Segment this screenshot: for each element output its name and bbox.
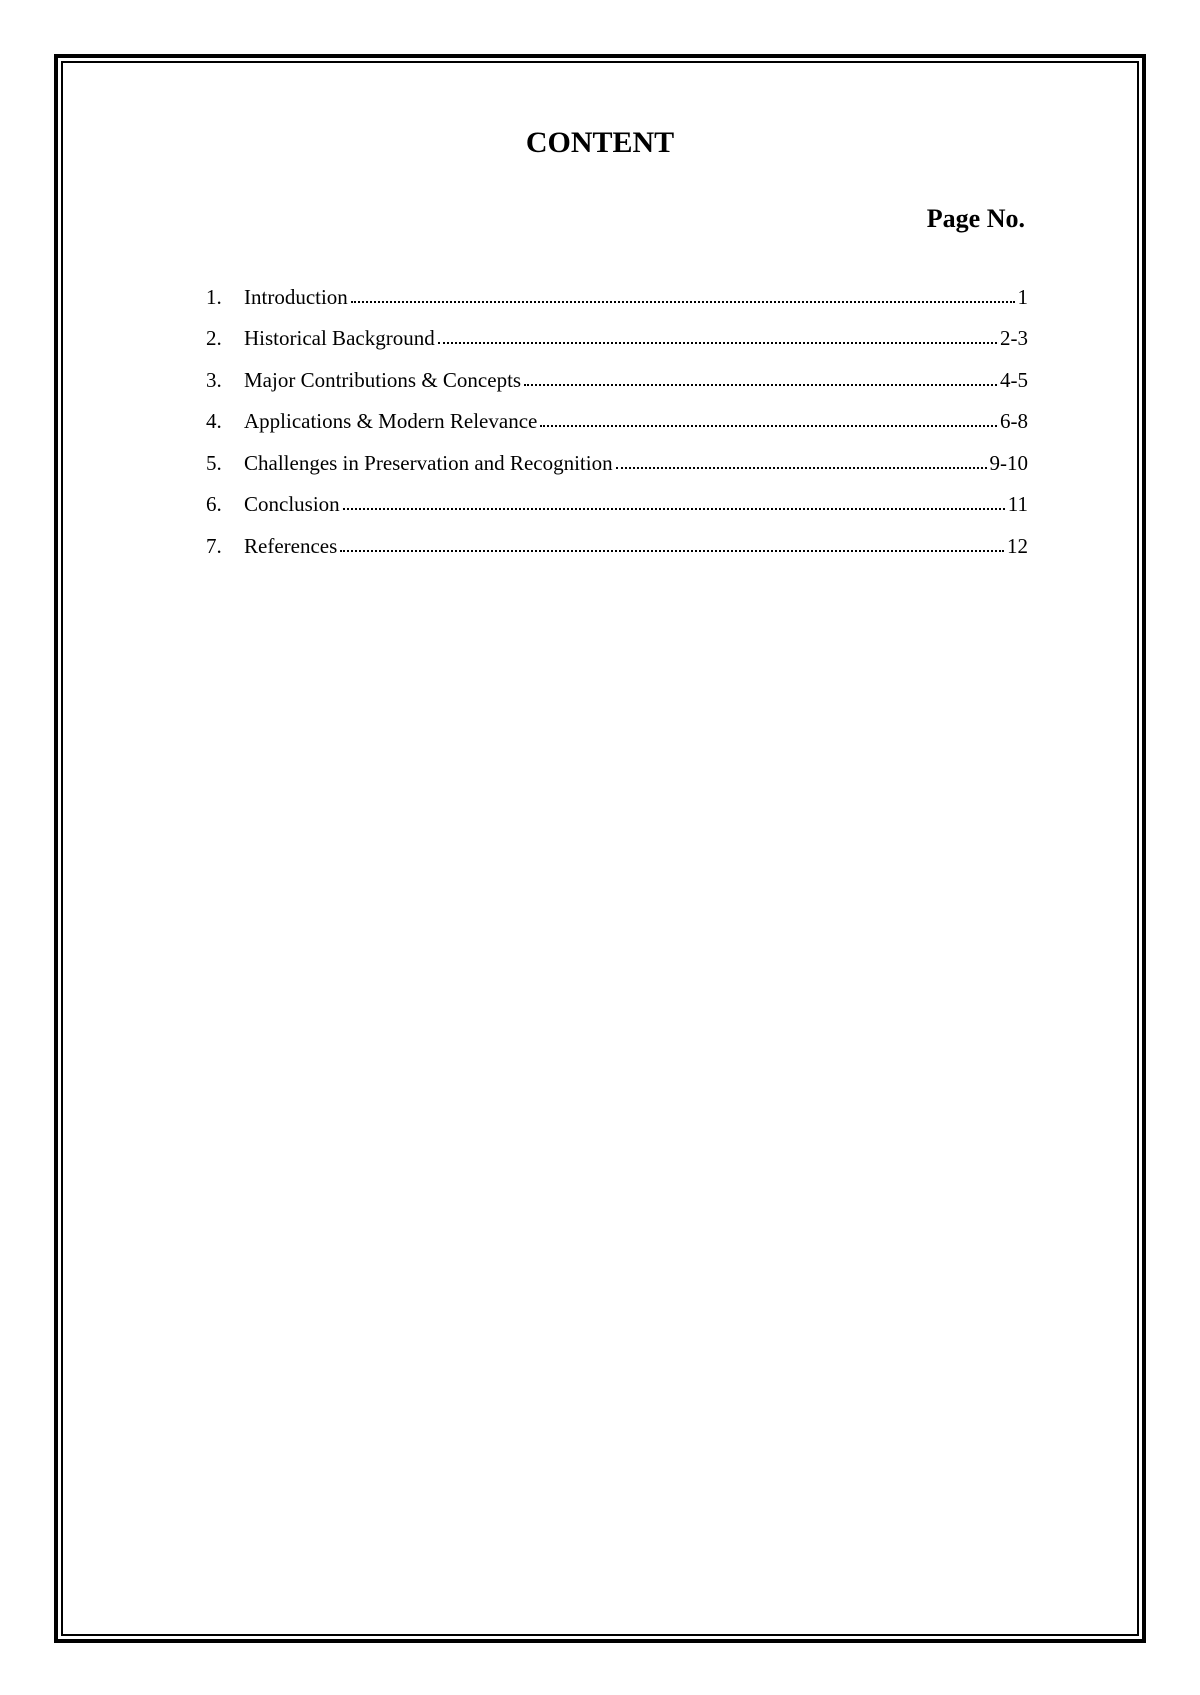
- toc-dot-leader: [616, 466, 987, 469]
- toc-entry: [206, 432, 1028, 474]
- toc-entry-number: 1.: [206, 284, 222, 309]
- toc-entry-page: 12: [1007, 533, 1028, 558]
- toc-entry-number: 3.: [206, 367, 222, 392]
- toc-entry-number: 6.: [206, 492, 222, 516]
- toc-entry-title: Conclusion: [244, 492, 340, 516]
- toc-entry: [206, 266, 1028, 308]
- toc-entry-number: 4.: [206, 409, 222, 433]
- toc-entry: [206, 349, 1028, 391]
- toc-dot-leader: [438, 341, 997, 344]
- toc-dot-leader: [340, 549, 1004, 552]
- toc-entry-title: Challenges in Preservation and Recognition: [244, 450, 613, 475]
- toc-entry-title: Introduction: [244, 284, 348, 309]
- toc-entry-number: 2.: [206, 326, 222, 350]
- toc-entry-title: Major Contributions & Concepts: [244, 367, 522, 392]
- toc-entry-title: Applications & Modern Relevance: [244, 409, 538, 433]
- toc-entry-page: 1: [1017, 284, 1028, 309]
- toc-entry: [206, 308, 1028, 350]
- toc-entry-number: 7.: [206, 533, 222, 558]
- toc-entry-title: References: [244, 533, 338, 558]
- page-number-header: Page No.: [926, 204, 1025, 233]
- toc-entry-page: 6-8: [1000, 409, 1028, 433]
- toc-dot-leader: [351, 300, 1015, 303]
- toc-entry-page: 11: [1007, 492, 1028, 516]
- toc-entry-page: 9-10: [989, 450, 1028, 475]
- toc-entry-page: 2-3: [1000, 326, 1028, 350]
- table-of-contents: [206, 266, 1028, 557]
- page-title: CONTENT: [525, 126, 675, 159]
- toc-entry-page: 4-5: [1000, 367, 1028, 392]
- toc-dot-leader: [343, 507, 1005, 510]
- toc-entry: [206, 391, 1028, 433]
- toc-entry-title: Historical Background: [244, 326, 435, 350]
- toc-entry-number: 5.: [206, 450, 222, 475]
- toc-entry: [206, 515, 1028, 557]
- toc-dot-leader: [524, 383, 997, 386]
- toc-dot-leader: [540, 424, 997, 427]
- toc-entry: [206, 474, 1028, 516]
